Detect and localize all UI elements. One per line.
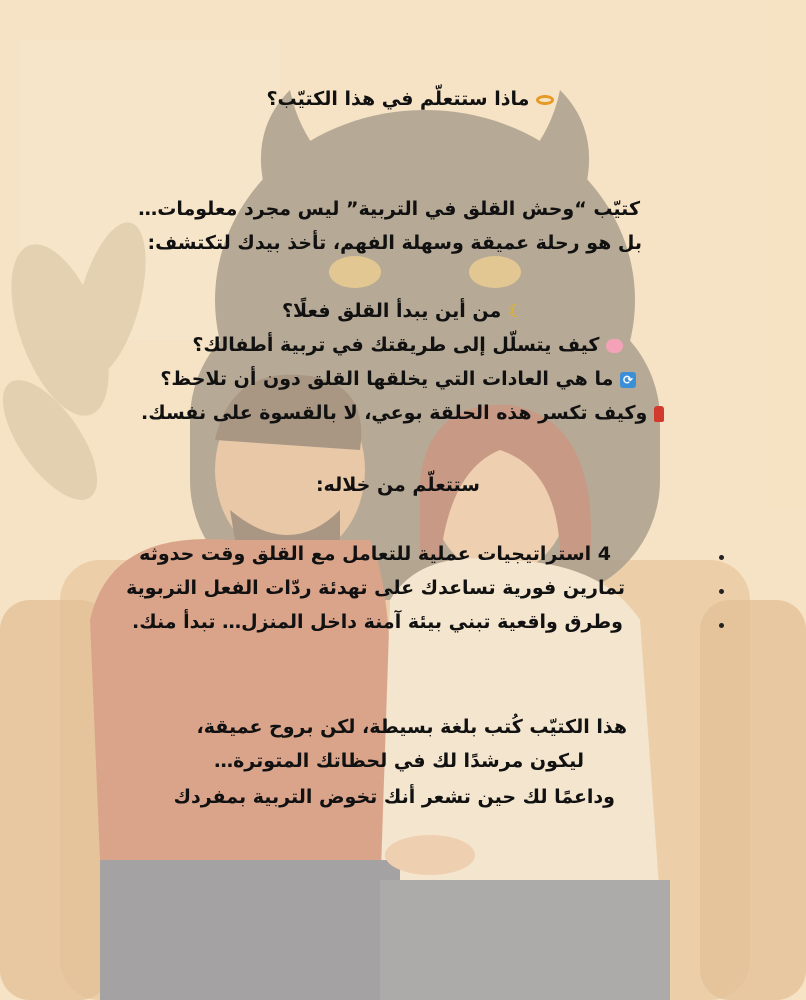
bullet-icon bbox=[719, 623, 724, 628]
bullet-icon bbox=[719, 555, 724, 560]
bullet-icon bbox=[719, 589, 724, 594]
learn-label: ستتعلّم من خلاله: bbox=[315, 474, 480, 496]
question-item: وكيف تكسر هذه الحلقة بوعي، لا بالقسوة على نفسك. bbox=[141, 402, 664, 424]
question-item: ☾ من أين يبدأ القلق فعلًا؟ bbox=[281, 300, 524, 322]
list-item: 4 استراتيجيات عملية للتعامل مع القلق وقت حدوثه bbox=[139, 543, 611, 565]
fire-extinguisher-icon bbox=[654, 406, 664, 422]
refresh-icon: ⟳ bbox=[620, 372, 636, 388]
question-item: ⟳ ما هي العادات التي يخلقها القلق دون أن تلاحظ؟ bbox=[160, 368, 636, 390]
page-title: ماذا ستتعلّم في هذا الكتيّب؟ bbox=[267, 88, 555, 110]
closing-line-1: هذا الكتيّب كُتب بلغة بسيطة، لكن بروح عميقة، bbox=[196, 716, 627, 738]
ring-icon bbox=[536, 95, 554, 105]
brain-icon bbox=[606, 339, 623, 353]
list-item: وطرق واقعية تبني بيئة آمنة داخل المنزل… تبدأ منك. bbox=[132, 611, 623, 633]
crescent-moon-icon: ☾ bbox=[507, 301, 524, 322]
closing-line-2: ليكون مرشدًا لك في لحظاتك المتوترة… bbox=[214, 750, 584, 772]
intro-line-2: بل هو رحلة عميقة وسهلة الفهم، تأخذ بيدك لتكتشف: bbox=[147, 232, 642, 254]
list-item: تمارين فورية تساعدك على تهدئة ردّات الفعل التربوية bbox=[126, 577, 625, 599]
question-item: كيف يتسلّل إلى طريقتك في تربية أطفالك؟ bbox=[192, 334, 623, 356]
closing-line-3: وداعمًا لك حين تشعر أنك تخوض التربية بمفردك bbox=[173, 786, 615, 808]
intro-line-1: كتيّب “وحش القلق في التربية” ليس مجرد معلومات… bbox=[138, 198, 640, 220]
